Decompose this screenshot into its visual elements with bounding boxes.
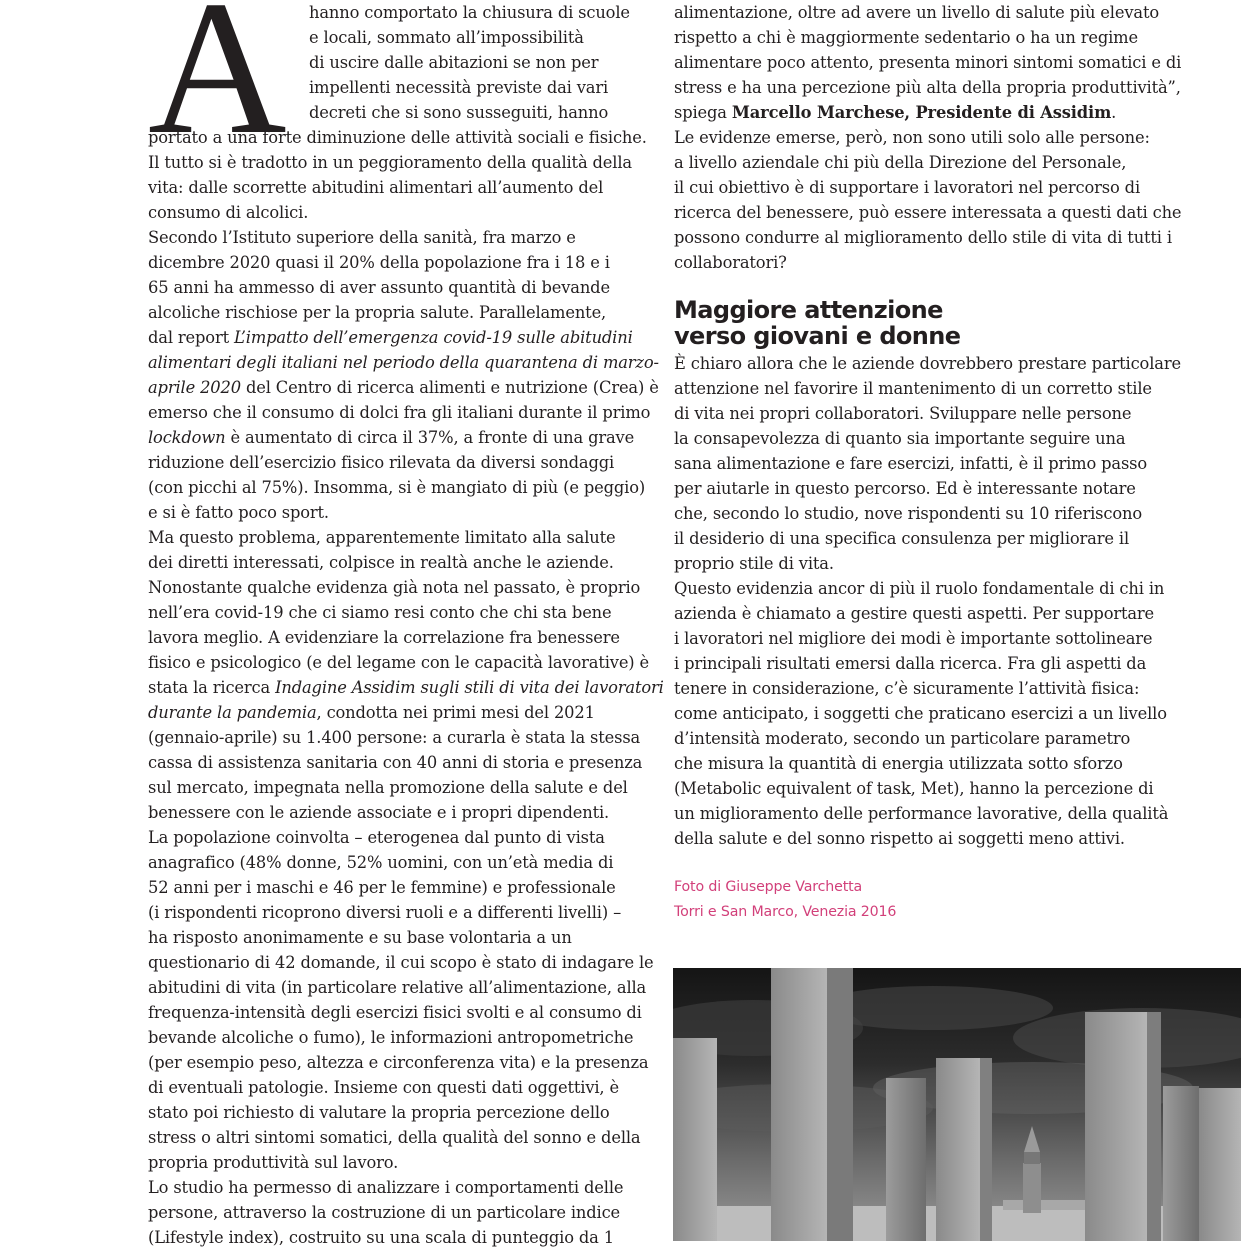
text-line: i lavoratori nel migliore dei modi è importante sottolineare — [674, 629, 1153, 648]
text-line: lavora meglio. A evidenziare la correlazione fra benessere — [148, 628, 620, 647]
paragraph-quote — [674, 0, 1182, 125]
paragraph-problem — [148, 525, 664, 825]
study-title: durante la pandemia — [148, 703, 317, 722]
text-line: ha risposto anonimamente e su base volontaria a un — [148, 928, 572, 947]
text-line — [148, 425, 635, 450]
text-line: vita: dalle scorrette abitudini alimentari all’aumento del — [148, 178, 604, 197]
text-line — [148, 325, 633, 350]
text-line: 52 anni per i maschi e 46 per le femmine) e professionale — [148, 878, 616, 897]
text-line: Secondo l’Istituto superiore della sanità, fra marzo e — [148, 228, 576, 247]
text-line: che misura la quantità di energia utilizzata sotto sforzo — [674, 754, 1123, 773]
text-line: anagrafico (48% donne, 52% uomini, con un’età media di — [148, 853, 614, 872]
paragraph-activity — [674, 576, 1169, 851]
text-line: di uscire dalle abitazioni se non per — [309, 53, 599, 72]
text-run: spiega — [674, 103, 732, 122]
text-line: (gennaio-aprile) su 1.400 persone: a curarla è stata la stessa — [148, 728, 641, 747]
paragraph-population — [148, 825, 654, 1175]
text-line: (i rispondenti ricoprono diversi ruoli e a differenti livelli) – — [148, 903, 622, 922]
text-line: che, secondo lo studio, nove rispondenti su 10 riferiscono — [674, 504, 1142, 523]
text-line: propria produttività sul lavoro. — [148, 1153, 399, 1172]
text-line: cassa di assistenza sanitaria con 40 anni di storia e presenza — [148, 753, 643, 772]
text-line: tenere in considerazione, c’è sicuramente l’attività fisica: — [674, 679, 1140, 698]
speaker-name: Marcello Marchese, Presidente di Assidim — [731, 103, 1112, 122]
text-line: hanno comportato la chiusura di scuole — [309, 3, 630, 22]
text-run: stata la ricerca — [148, 678, 276, 697]
text-line: sana alimentazione e fare esercizi, infatti, è il primo passo — [674, 454, 1148, 473]
text-line: azienda è chiamato a gestire questi aspetti. Per supportare — [674, 604, 1155, 623]
text-line: di vita nei propri collaboratori. Sviluppare nelle persone — [674, 404, 1132, 423]
text-line: Lo studio ha permesso di analizzare i comportamenti delle — [148, 1178, 624, 1197]
text-line: possono condurre al miglioramento dello stile di vita di tutti i — [674, 228, 1172, 247]
text-line: come anticipato, i soggetti che praticano esercizi a un livello — [674, 704, 1167, 723]
text-run: del Centro di ricerca alimenti e nutrizione (Crea) è — [240, 378, 659, 397]
text-line: d’intensità moderato, secondo un particolare parametro — [674, 729, 1131, 748]
text-line: un miglioramento delle performance lavorative, della qualità — [674, 804, 1169, 823]
drop-cap: A — [148, 0, 287, 174]
text-line: collaboratori? — [674, 253, 787, 272]
text-line: frequenza-intensità degli esercizi fisici svolti e al consumo di — [148, 1003, 642, 1022]
text-line: riduzione dell’esercizio fisico rilevata da diversi sondaggi — [148, 453, 615, 472]
photo-caption — [674, 875, 1154, 925]
text-line: impellenti necessità previste dai vari — [309, 78, 609, 97]
text-line: la consapevolezza di quanto sia importante seguire una — [674, 429, 1126, 448]
text-line: Il tutto si è tradotto in un peggioramento della qualità della — [148, 153, 632, 172]
report-title: alimentari degli italiani nel periodo della quarantena di marzo- — [148, 353, 659, 372]
text-line: Ma questo problema, apparentemente limitato alla salute — [148, 528, 616, 547]
text-line — [148, 375, 659, 400]
text-line — [148, 700, 626, 725]
text-line: e locali, sommato all’impossibilità — [309, 28, 584, 47]
text-line: nell’era covid-19 che ci siamo resi conto che chi sta bene — [148, 603, 612, 622]
text-line: alcoliche rischiose per la propria salute. Parallelamente, — [148, 303, 607, 322]
text-line: dei diretti interessati, colpisce in realtà anche le aziende. — [148, 553, 614, 572]
text-line: (per esempio peso, altezza e circonferenza vita) e la presenza — [148, 1053, 649, 1072]
text-line: questionario di 42 domande, il cui scopo è stato di indagare le — [148, 953, 654, 972]
text-line — [674, 100, 1154, 125]
text-run: è aumentato di circa il 37%, a fronte di una grave — [225, 428, 635, 447]
heading-line: verso giovani e donne — [674, 322, 961, 350]
paragraph-evidence — [674, 125, 1182, 275]
text-run: dal report — [148, 328, 235, 347]
text-line — [148, 675, 664, 700]
text-line: stress o altri sintomi somatici, della qualità del sonno e della — [148, 1128, 641, 1147]
left-column — [148, 0, 664, 1250]
caption-title: Torri e San Marco, Venezia 2016 — [674, 904, 897, 920]
text-line: La popolazione coinvolta – eterogenea dal punto di vista — [148, 828, 605, 847]
paragraph-study — [148, 1175, 626, 1250]
venice-towers-photo — [673, 968, 1241, 1241]
text-line: (con picchi al 75%). Insomma, si è mangiato di più (e peggio) — [148, 478, 646, 497]
text-line: decreti che si sono susseguiti, hanno — [309, 103, 609, 122]
paragraph-intro — [148, 0, 647, 225]
text-run: , condotta nei primi mesi del 2021 — [316, 703, 595, 722]
text-line: rispetto a chi è maggiormente sedentario o ha un regime — [674, 28, 1138, 47]
text-line: alimentare poco attento, presenta minori sintomi somatici e di — [674, 53, 1182, 72]
text-line: proprio stile di vita. — [674, 554, 834, 573]
text-line: il cui obiettivo è di supportare i lavoratori nel percorso di — [674, 178, 1140, 197]
text-line: sul mercato, impegnata nella promozione della salute e del — [148, 778, 628, 797]
text-line: consumo di alcolici. — [148, 203, 309, 222]
text-line: Le evidenze emerse, però, non sono utili solo alle persone: — [674, 128, 1150, 147]
text-line: Questo evidenzia ancor di più il ruolo fondamentale di chi in — [674, 579, 1165, 598]
text-line: ricerca del benessere, può essere interessata a questi dati che — [674, 203, 1182, 222]
text-line: abitudini di vita (in particolare relative all’alimentazione, alla — [148, 978, 647, 997]
text-line: bevande alcoliche o fumo), le informazioni antropometriche — [148, 1028, 634, 1047]
text-line: e si è fatto poco sport. — [148, 503, 329, 522]
text-line: 65 anni ha ammesso di aver assunto quantità di bevande — [148, 278, 610, 297]
text-line: della salute e del sonno rispetto ai soggetti meno attivi. — [674, 829, 1125, 848]
report-title: aprile 2020 — [148, 378, 241, 397]
text-line: portato a una forte diminuzione delle attività sociali e fisiche. — [148, 128, 647, 147]
right-column — [674, 0, 1182, 925]
text-line: il desiderio di una specifica consulenza per migliorare il — [674, 529, 1129, 548]
text-line: per aiutarle in questo percorso. Ed è interessante notare — [674, 479, 1136, 498]
text-line: persone, attraverso la costruzione di un particolare indice — [148, 1203, 621, 1222]
paragraph-iss-statistics — [148, 225, 659, 525]
text-line: (Lifestyle index), costruito su una scala di punteggio da 1 — [148, 1228, 614, 1247]
photo-image — [673, 968, 1241, 1241]
text-line: fisico e psicologico (e del legame con le capacità lavorative) è — [148, 653, 650, 672]
text-line: i principali risultati emersi dalla ricerca. Fra gli aspetti da — [674, 654, 1147, 673]
study-title: Indagine Assidim sugli stili di vita dei lavoratori — [275, 678, 664, 697]
text-line: attenzione nel favorire il mantenimento di un corretto stile — [674, 379, 1152, 398]
paragraph-companies — [674, 351, 1181, 576]
text-line: dicembre 2020 quasi il 20% della popolazione fra i 18 e i — [148, 253, 610, 272]
text-line: emerso che il consumo di dolci fra gli italiani durante il primo — [148, 403, 651, 422]
text-line: stato poi richiesto di valutare la propria percezione dello — [148, 1103, 610, 1122]
text-line: a livello aziendale chi più della Direzione del Personale, — [674, 153, 1127, 172]
text-line: È chiaro allora che le aziende dovrebbero prestare particolare — [674, 354, 1181, 373]
caption-credit: Foto di Giuseppe Varchetta — [674, 879, 863, 895]
text-line: di eventuali patologie. Insieme con questi dati oggettivi, è — [148, 1078, 619, 1097]
text-run: . — [1111, 103, 1117, 122]
text-line: alimentazione, oltre ad avere un livello di salute più elevato — [674, 3, 1159, 22]
text-line: stress e ha una percezione più alta della propria produttività”, — [674, 78, 1181, 97]
text-line: (Metabolic equivalent of task, Met), hanno la percezione di — [674, 779, 1154, 798]
section-heading — [674, 297, 1154, 349]
text-line: Nonostante qualche evidenza già nota nel passato, è proprio — [148, 578, 641, 597]
italic-term: lockdown — [148, 428, 226, 447]
heading-line: Maggiore attenzione — [674, 296, 943, 324]
report-title: L’impatto dell’emergenza covid-19 sulle abitudini — [234, 328, 633, 347]
text-line: benessere con le aziende associate e i propri dipendenti. — [148, 803, 610, 822]
text-line — [148, 350, 659, 375]
